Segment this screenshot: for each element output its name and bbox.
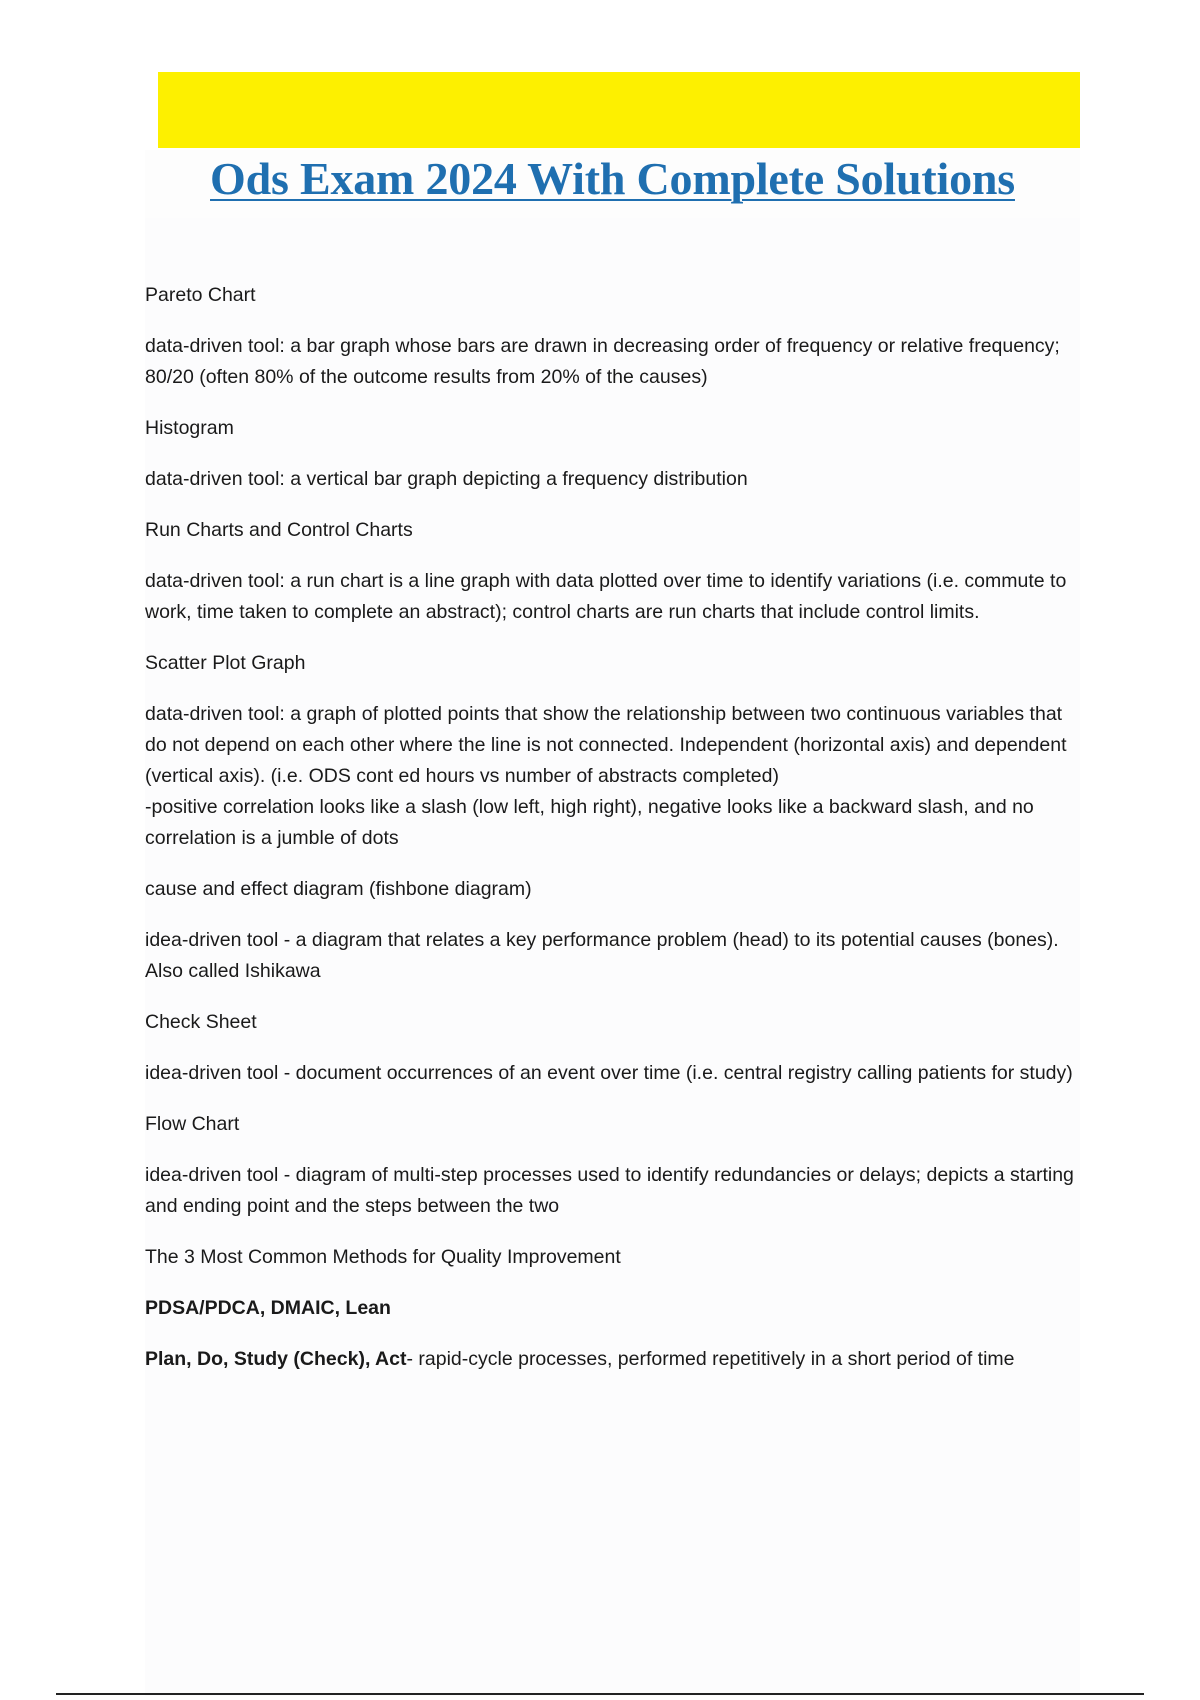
definition-pareto-chart: data-driven tool: a bar graph whose bars are drawn in decreasing order of frequency or relative frequency; 80/20 (often 80% of the outcome results from 20% of the causes)	[145, 335, 1060, 388]
term-pareto-chart: Pareto Chart	[145, 284, 256, 306]
pdsa-line	[145, 1344, 1080, 1375]
term-qi-methods: The 3 Most Common Methods for Quality Improvement	[145, 1246, 621, 1268]
definition-run-control-charts: data-driven tool: a run chart is a line graph with data plotted over time to identify variations (i.e. commute to work, time taken to complete an abstract); control charts are run charts that include control limits.	[145, 570, 1067, 623]
pdsa-description: - rapid-cycle processes, performed repetitively in a short period of time	[406, 1348, 1015, 1370]
document-title-link[interactable]: Ods Exam 2024 With Complete Solutions	[210, 153, 1015, 204]
term-check-sheet: Check Sheet	[145, 1011, 257, 1033]
pdsa-bold-label: Plan, Do, Study (Check), Act	[145, 1348, 407, 1370]
page-bottom-rule	[56, 1693, 1144, 1695]
document-body	[145, 280, 1080, 1395]
term-fishbone-diagram: cause and effect diagram (fishbone diagram)	[145, 878, 532, 900]
term-run-control-charts: Run Charts and Control Charts	[145, 519, 413, 541]
term-scatter-plot: Scatter Plot Graph	[145, 652, 306, 674]
definition-histogram: data-driven tool: a vertical bar graph depicting a frequency distribution	[145, 468, 748, 490]
term-histogram: Histogram	[145, 417, 234, 439]
title-area	[145, 150, 1080, 218]
definition-scatter-plot-extra: -positive correlation looks like a slash (low left, high right), negative looks like a backward slash, and no correlation is a jumble of dots	[145, 796, 1034, 849]
definition-scatter-plot: data-driven tool: a graph of plotted points that show the relationship between two continuous variables that do not depend on each other where the line is not connected. Independent (horizontal axis) and dependent (vertical axis). (i.e. ODS cont ed hours vs number of abstracts completed)	[145, 703, 1067, 787]
definition-flow-chart: idea-driven tool - diagram of multi-step processes used to identify redundancies or delays; depicts a starting and ending point and the steps between the two	[145, 1164, 1074, 1217]
yellow-highlight-band	[158, 72, 1080, 148]
definition-fishbone-diagram: idea-driven tool - a diagram that relates a key performance problem (head) to its potential causes (bones). Also called Ishikawa	[145, 929, 1059, 982]
definition-check-sheet: idea-driven tool - document occurrences of an event over time (i.e. central registry calling patients for study)	[145, 1062, 1073, 1084]
definition-qi-methods: PDSA/PDCA, DMAIC, Lean	[145, 1297, 391, 1319]
term-flow-chart: Flow Chart	[145, 1113, 240, 1135]
